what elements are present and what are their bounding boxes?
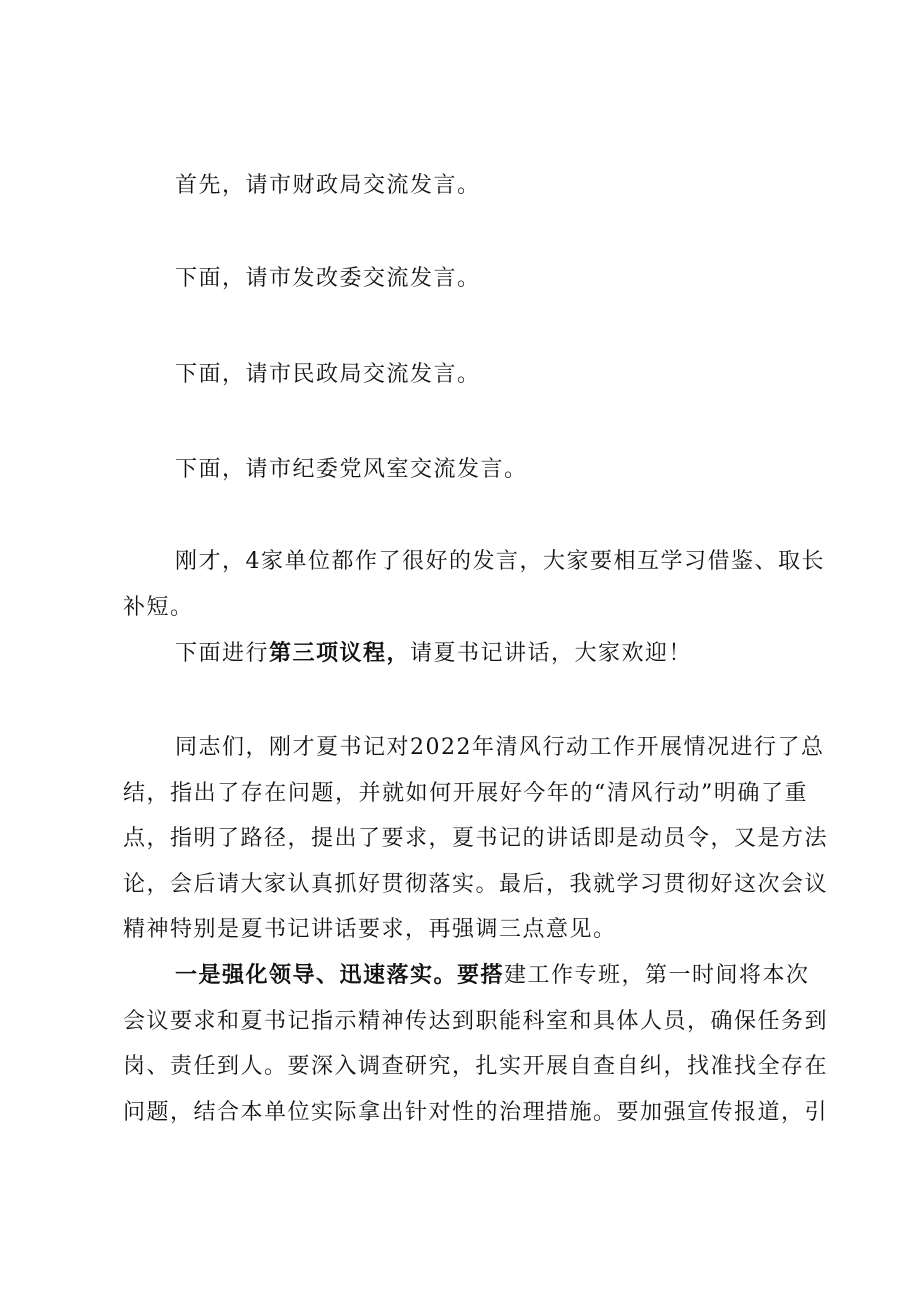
text-run: 下面进行 xyxy=(175,641,270,666)
text-line: 问题，结合本单位实际拿出针对性的治理措施。要加强宣传报道，引 xyxy=(123,1100,829,1125)
text-line: 下面，请市发改委交流发言。 xyxy=(175,266,481,291)
text-run: 请夏书记讲话，大家欢迎！ xyxy=(410,641,693,666)
bold-text-run: 第三项议程， xyxy=(269,641,411,666)
text-line xyxy=(175,640,808,668)
text-line: 精神特别是夏书记讲话要求，再强调三点意见。 xyxy=(123,917,617,942)
text-line: 岗、责任到人。要深入调查研究，扎实开展自查自纠，找准找全存在 xyxy=(123,1054,829,1079)
text-line: 首先，请市财政局交流发言。 xyxy=(175,173,481,198)
text-line: 结，指出了存在问题，并就如何开展好今年的“清风行动”明确了重 xyxy=(123,781,808,806)
text-line: 同志们，刚才夏书记对2022年清风行动工作开展情况进行了总 xyxy=(175,735,825,760)
text-line: 下面，请市纪委党风室交流发言。 xyxy=(175,457,528,482)
text-line: 刚才，4家单位都作了很好的发言，大家要相互学习借鉴、取长 xyxy=(175,549,825,574)
text-line: 补短。 xyxy=(123,595,194,620)
text-run: 建工作专班，第一时间将本次 xyxy=(504,963,810,988)
text-line: 点，指明了路径，提出了要求，夏书记的讲话即是动员令，又是方法 xyxy=(123,826,829,851)
text-line: 下面，请市民政局交流发言。 xyxy=(175,362,481,387)
bold-text-run: 一是强化领导、迅速落实。要搭 xyxy=(175,963,505,988)
text-line: 论，会后请大家认真抓好贯彻落实。最后，我就学习贯彻好这次会议 xyxy=(123,872,829,897)
text-line: 会议要求和夏书记指示精神传达到职能科室和具体人员，确保任务到 xyxy=(123,1009,829,1034)
text-line xyxy=(175,962,808,990)
